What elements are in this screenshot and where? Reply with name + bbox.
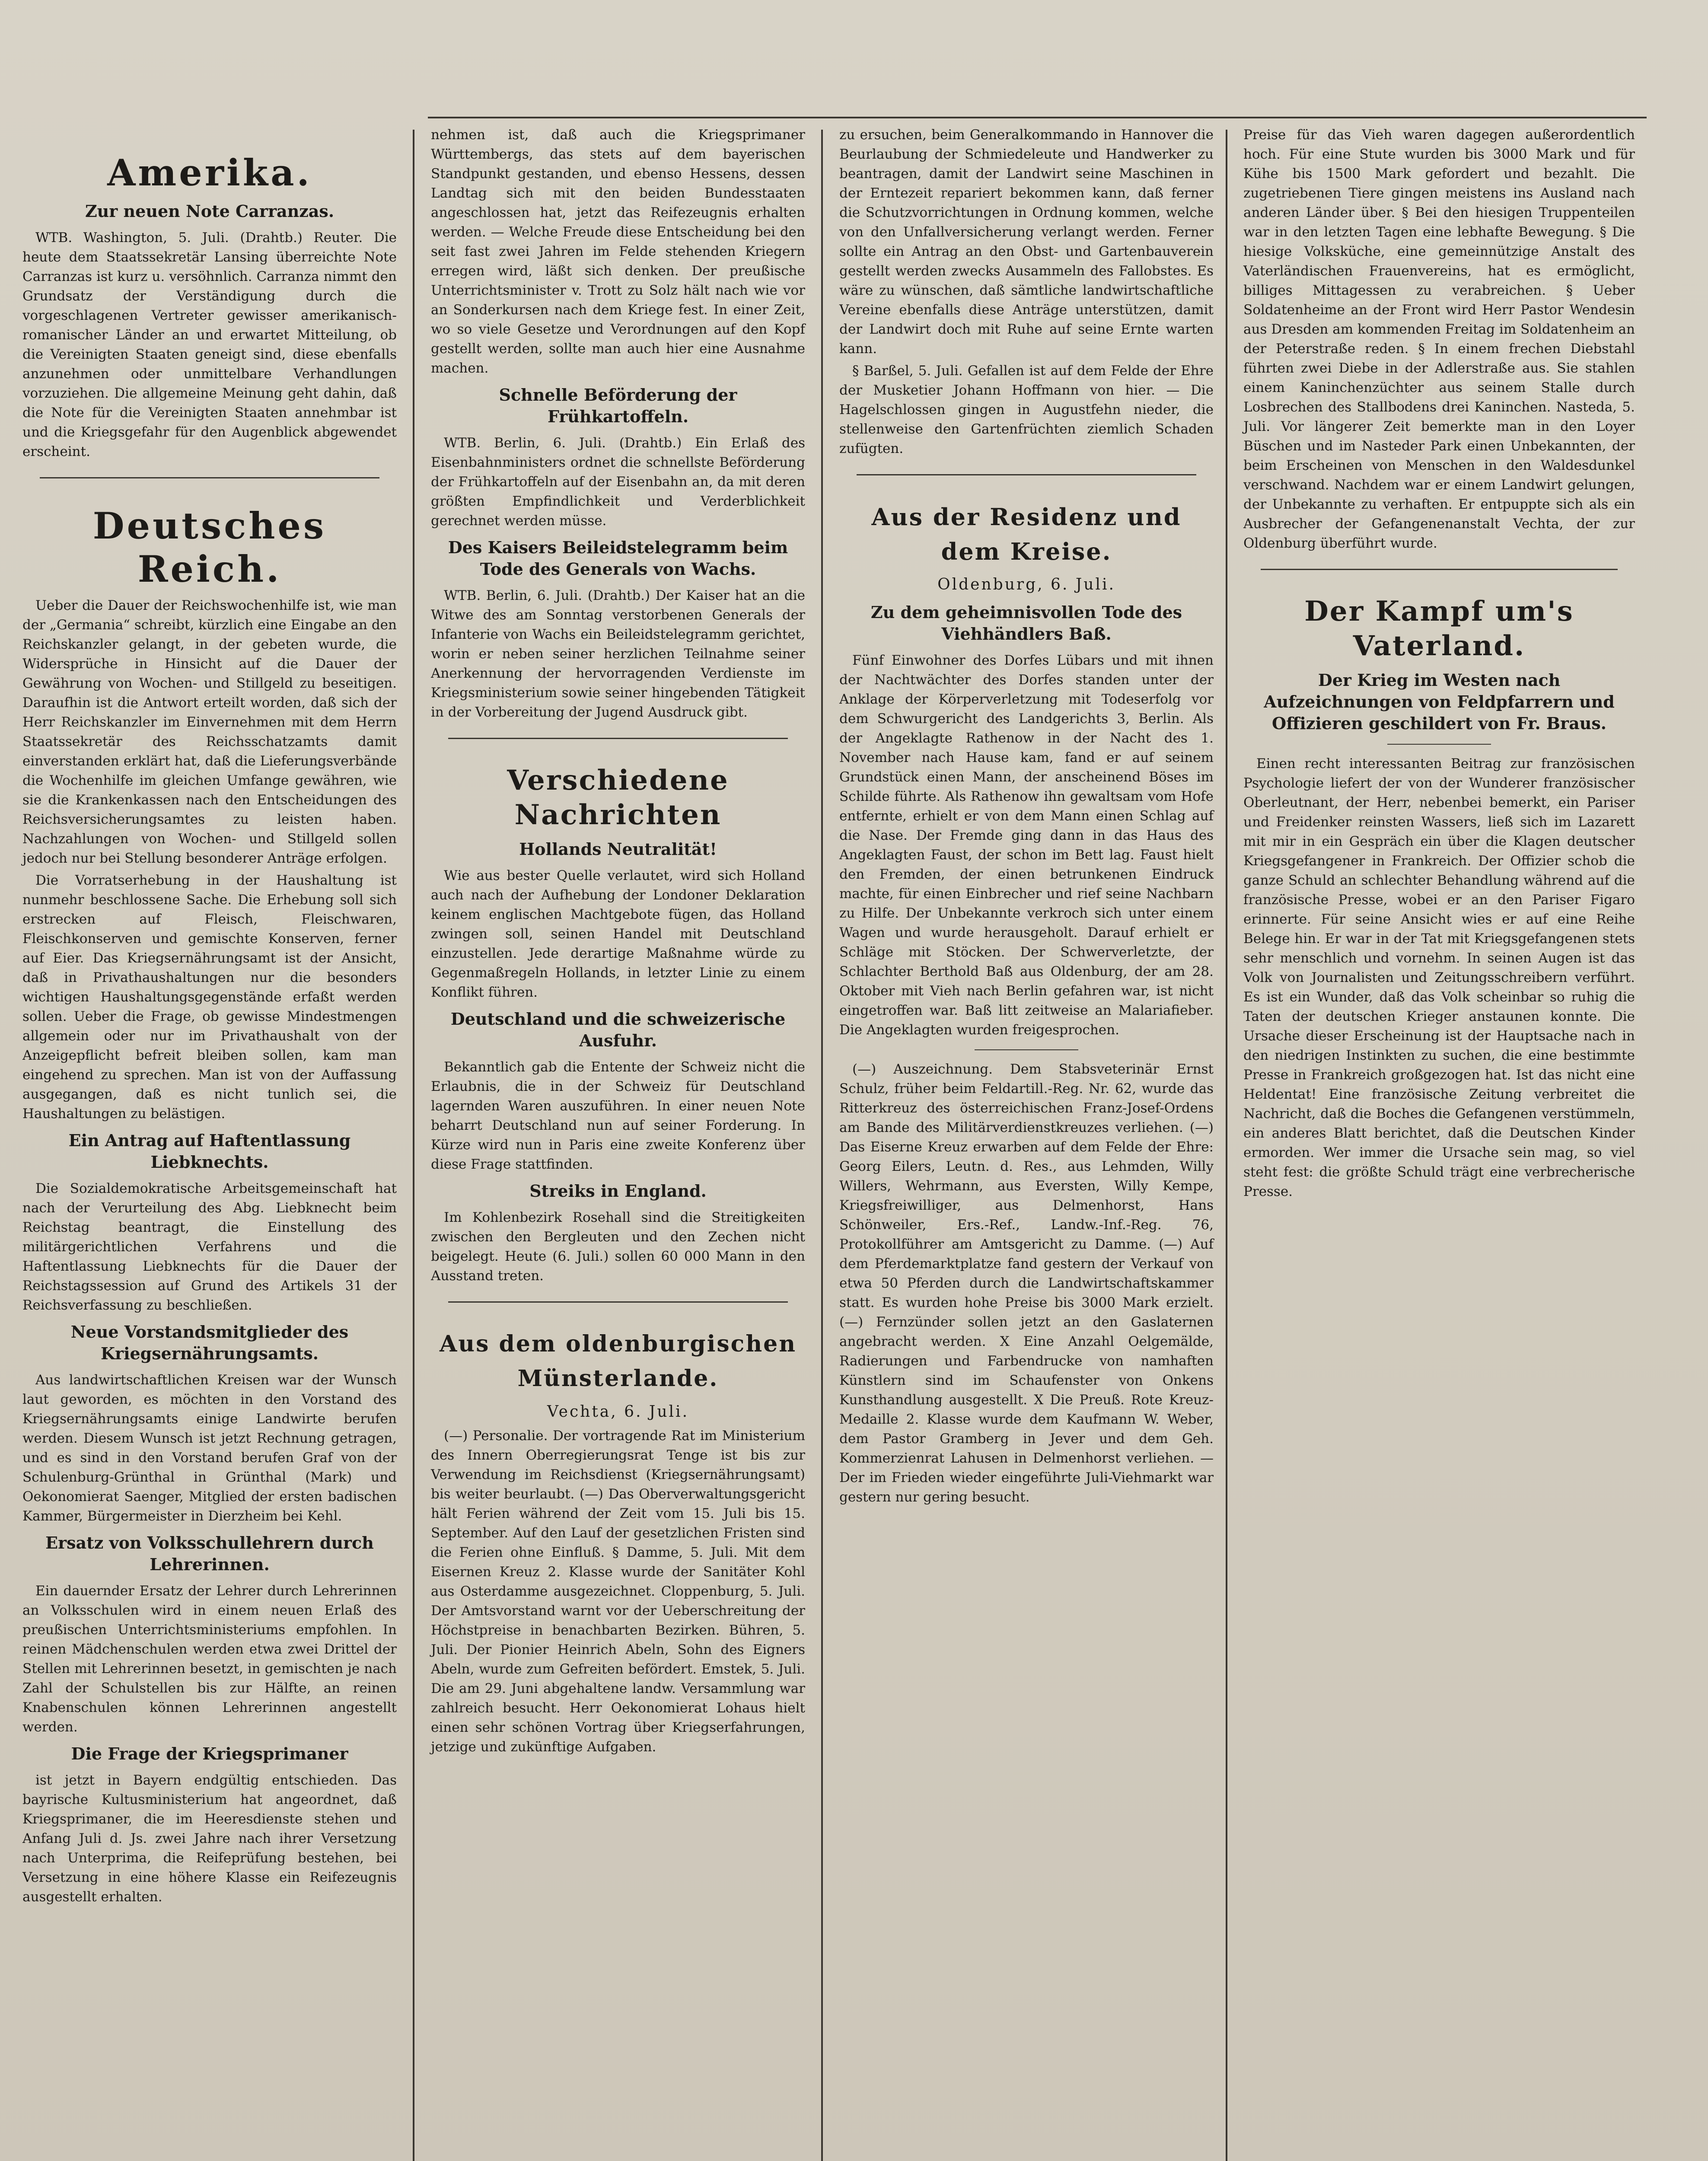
section-divider xyxy=(975,1049,1078,1050)
header-rule xyxy=(428,117,1647,118)
article-text: Bekanntlich gab die Entente der Schweiz nicht die Erlaubnis, die in der Schweiz für Deutschland lagernden Waren auszuführen. In einer neuen Note beharrt Deutschland nun auf seiner Forderung. In Kürze wird nun in Paris eine zweite Konferenz über diese Frage stattfinden. xyxy=(431,1059,805,1172)
dateline: Oldenburg, 6. Juli. xyxy=(937,576,1115,593)
subheadline: Streiks in England. xyxy=(529,1181,707,1201)
subheadline: Zur neuen Note Carranzas. xyxy=(85,201,335,221)
article-text: § Barßel, 5. Juli. Gefallen ist auf dem Felde der Ehre der Musketier Johann Hoffmann von hier. — Die Hagelschlossen gingen in Augustfehn nieder, die stellenweise den Gartenfrüchten ziemlich Schaden zufügten. xyxy=(839,363,1214,456)
article-text: Fünf Einwohner des Dorfes Lübars und mit ihnen der Nachtwächter des Dorfes standen unter der Anklage der Körperverletzung mit Todeserfolg vor dem Schwurgericht des Landgerichts 3, Berlin. Als der Angeklagte Rathenow in der Nacht des 1. November nach Hause kam, fand er auf seinem Grundstück einen Mann, der anscheinend Böses im Schilde führte. Als Rathenow ihn gewaltsam vom Hofe entfernte, erhielt er von dem Mann einen Schlag auf die Nase. Der Fremde ging dann in das Haus des Angeklagten Faust, der schon im Bett lag. Faust hielt den Fremden, der einen betrunkenen Eindruck machte, für einen Einbrecher und rief seine Nachbarn zu Hilfe. Der Unbekannte verkroch sich unter einem Wagen und wurde herausgeholt. Darauf erhielt er Schläge mit Stöcken. Der Schwerverletzte, der Schlachter Berthold Baß aus Oldenburg, der am 28. Oktober mit Vieh nach Berlin gefahren war, ist nicht eingetroffen war. Baß litt zeitweise an Malariafieber. Die Angeklagten wurden freigesprochen. xyxy=(839,653,1214,1038)
article-text: WTB. Berlin, 6. Juli. (Drahtb.) Ein Erlaß des Eisenbahnministers ordnet die schnellste Beförderung der Frühkartoffeln auf der Eisenbahn an, da mit deren größten Empfindlichkeit und Verderblichkeit gerechnet werden müsse. xyxy=(431,435,805,529)
column-1 xyxy=(13,125,406,2161)
section-divider xyxy=(448,738,788,739)
article-text: Ein dauernder Ersatz der Lehrer durch Lehrerinnen an Volksschulen wird in einem neuen Erlaß des preußischen Unterrichtsministeriums empfohlen. In reinen Mädchenschulen werden etwa zwei Drittel der Stellen mit Lehrerinnen besetzt, in gemischten je nach Zahl der Schulstellen bis zur Hälfte, an reinen Knabenschulen können Lehrerinnen angestellt werden. xyxy=(22,1583,397,1735)
article-text: (—) Personalie. Der vortragende Rat im Ministerium des Innern Oberregierungsrat Tenge ist bis zur Verwendung im Reichsdienst (Kriegsernährungsamt) bis weiter beurlaubt. (—) Das Oberverwaltungsgericht hält Ferien während der Zeit vom 15. Juli bis 15. September. Auf den Lauf der gesetzlichen Fristen sind die Ferien ohne Einfluß. § Damme, 5. Juli. Mit dem Eisernen Kreuz 2. Klasse wurde der Sanitäter Kohl aus Osterdamme ausgezeichnet. Cloppenburg, 5. Juli. Der Amtsvorstand warnt vor der Ueberschreitung der Höchstpreise in benachbarten Bezirken. Bühren, 5. Juli. Der Pionier Heinrich Abeln, Sohn des Eigners Abeln, wurde zum Gefreiten befördert. Emstek, 5. Juli. Die am 29. Juni abgehaltene landw. Versammlung war zahlreich besucht. Herr Oekonomierat Lohaus hielt einen sehr schönen Vortrag über Kriegserfahrungen, jetzige und zukünftige Aufgaben. xyxy=(431,1428,805,1755)
article-text: Die Vorratserhebung in der Haushaltung ist nunmehr beschlossene Sache. Die Erhebung soll sich erstrecken auf Fleisch, Fleischwaren, Fleischkonserven und gemischte Konserven, ferner auf Eier. Das Kriegsernährungsamt ist der Ansicht, daß in Privathaushaltungen nur die besonders wichtigen Haushaltungsgegenstände erfaßt werden sollen. Ueber die Frage, ob gewisse Mindestmengen allgemein oder nur im Privathaushalt von der Anzeigepflicht befreit bleiben sollen, kam man eingehend zu sprechen. Man ist von der Auffassung ausgegangen, daß es nicht tunlich sei, die Haushaltungen zu belästigen. xyxy=(22,873,397,1122)
article-text: Im Kohlenbezirk Rosehall sind die Streitigkeiten zwischen den Bergleuten und den Zechen nicht beigelegt. Heute (6. Juli.) sollen 60 000 Mann in den Ausstand treten. xyxy=(431,1210,805,1284)
column-rule xyxy=(413,130,414,2161)
column-rule xyxy=(1226,130,1227,2161)
subheadline: Die Frage der Kriegsprimaner xyxy=(71,1744,348,1763)
subheadline: Deutschland und die schweizerische Ausfuhr. xyxy=(450,1009,786,1050)
section-divider xyxy=(448,1301,788,1303)
dateline: Vechta, 6. Juli. xyxy=(547,1403,689,1421)
article-text: Die Sozialdemokratische Arbeitsgemeinschaft hat nach der Verurteilung des Abg. Liebknecht beim Reichstag beantragt, die Einstellung des militärgerichtlichen Verfahrens und die Haftentlassung Liebknechts für die Dauer der Reichstagssession auf Grund des Artikels 31 der Reichsverfassung zu beschließen. xyxy=(22,1181,397,1313)
article-text: nehmen ist, daß auch die Kriegsprimaner Württembergs, das stets auf dem bayerischen Standpunkt gestanden, und ebenso Hessens, dessen Landtag sich mit den beiden Bundesstaaten angeschlossen hat, jetzt das Reifezeugnis erhalten werden. — Welche Freude diese Entscheidung bei den seit fast zwei Jahren im Felde stehenden Kriegern erregen wird, läßt sich denken. Der preußische Unterrichtsminister v. Trott zu Solz hält nach wie vor an Sonderkursen nach dem Kriege fest. In einer Zeit, wo so viele Gesetze und Verordnungen auf den Kopf gestellt werden, sollte man auch hier eine Ausnahme machen. xyxy=(431,127,805,376)
article-text: zu ersuchen, beim Generalkommando in Hannover die Beurlaubung der Schmiedeleute und Handwerker zu beantragen, damit der Landwirt seine Maschinen in der Erntezeit repariert bekommen kann, daß ferner die Schutzvorrichtungen in Ordnung kommen, welche von den Unfallversicherung verlangt werden. Ferner sollte ein Antrag an den Obst- und Gartenbauverein gestellt werden zwecks Ausammeln des Fallobstes. Es wäre zu wünschen, daß sämtliche landwirtschaftliche Vereine ebenfalls diese Anträge unterstützen, damit der Landwirt doch mit Ruhe auf seine Ernte warten kann. xyxy=(839,127,1214,357)
subheadline: Zu dem geheimnisvollen Tode des Viehhändlers Baß. xyxy=(870,602,1182,644)
section-divider xyxy=(1387,744,1491,745)
headline-verschiedene-nachrichten: Verschiedene Nachrichten xyxy=(507,764,729,831)
section-divider xyxy=(40,477,379,478)
section-divider xyxy=(857,474,1196,475)
subheadline: Neue Vorstandsmitglieder des Kriegsernährungsamts. xyxy=(70,1322,349,1363)
article-text: Aus landwirtschaftlichen Kreisen war der Wunsch laut geworden, es möchten in den Vorstand des Kriegsernährungsamts einige Landwirte berufen werden. Diesem Wunsch ist jetzt Rechnung getragen, und es sind in den Vorstand berufen Graf von der Schulenburg-Grünthal in Grünthal (Mark) und Oekonomierat Saenger, Mitglied der ersten badischen Kammer, Bürgermeister in Dierzheim bei Kehl. xyxy=(22,1372,397,1524)
subheadline: Schnelle Beförderung der Frühkartoffeln. xyxy=(499,385,737,426)
headline-residenz: Aus der Residenz und dem Kreise. xyxy=(871,503,1182,565)
column-2 xyxy=(421,125,815,2161)
article-text: ist jetzt in Bayern endgültig entschieden. Das bayrische Kultusministerium hat angeordnet, daß Kriegsprimaner, die im Heeresdienste stehen und Anfang Juli d. Js. zwei Jahre nach ihrer Versetzung nach Unterprima, die Reifeprüfung bestehen, bei Versetzung in eine höhere Klasse ein Reifezeugnis ausgestellt erhalten. xyxy=(22,1772,397,1905)
article-text: Ueber die Dauer der Reichswochenhilfe ist, wie man der „Germania“ schreibt, kürzlich eine Eingabe an den Reichskanzler gelangt, in der gebeten wurde, die Widersprüche in Hinsicht auf die Dauer der Gewährung von Wochen- und Stillgeld zu beseitigen. Daraufhin ist die Antwort erteilt worden, daß sich der Herr Reichskanzler im Einvernehmen mit dem Herrn Staatssekretär des Reichsschatzamts damit einverstanden erklärt hat, daß die Lieferungsverbände die Wochenhilfe im gleichen Umfange gewähren, wie sie die Krankenkassen nach den Entscheidungen des Reichsversicherungsamtes zu leisten haben. Nachzahlungen von Wochen- und Stillgeld sollen jedoch nur bei Stellung besonderer Anträge erfolgen. xyxy=(22,598,397,866)
column-rule xyxy=(821,130,823,2161)
headline-deutsches-reich: Deutsches Reich. xyxy=(92,504,327,590)
article-text: Wie aus bester Quelle verlautet, wird sich Holland auch nach der Aufhebung der Londoner Deklaration keinem englischen Machtgebote fügen, das Holland zwingen soll, seinen Handel mit Deutschland einzustellen. Jede derartige Maßnahme würde zu Gegenmaßregeln Hollands, in letzter Linie zu einem Konflikt führen. xyxy=(431,868,805,1000)
subheadline: Des Kaisers Beileidstelegramm beim Tode des Generals von Wachs. xyxy=(448,538,788,579)
subheadline: Hollands Neutralität! xyxy=(519,839,717,859)
article-text: Preise für das Vieh waren dagegen außerordentlich hoch. Für eine Stute wurden bis 3000 Mark und für Kühe bis 1500 Mark gefordert und bezahlt. Die zugetriebenen Tiere gingen meistens ins Ausland nach anderen Länder über. § Bei den hiesigen Truppenteilen war in den letzten Tagen eine lebhafte Bewegung. § Die hiesige Volksküche, eine gemeinnützige Anstalt des Vaterländischen Frauenvereins, hat es ermöglicht, billiges Mittagessen zu verabreichen. § Ueber Soldatenheime an der Front wird Herr Pastor Wendesin aus Dresden am kommenden Freitag im Soldatenheim an der Peterstraße reden. § In einem frechen Diebstahl führten zwei Diebe in der Adlerstraße aus. Sie stahlen einem Kaninchenzüchter aus seinem Stalle durch Losbrechen des Stallbodens drei Kaninchen. Nasteda, 5. Juli. Vor längerer Zeit bemerkte man in den Loyer Büschen und im Nasteder Park einen Unbekannten, der beim Erscheinen von Menschen in den Waldesdunkel verschwand. Nachdem war er einem Landwirt gelungen, der Unbekannte zu verhaften. Er entpuppte sich als ein Ausbrecher der Gefangenenanstalt Vechta, der zur Oldenburg überführt wurde. xyxy=(1243,127,1635,551)
column-3 xyxy=(830,125,1223,2161)
subheadline: Ein Antrag auf Haftentlassung Liebknechts. xyxy=(68,1131,351,1172)
section-divider xyxy=(1261,569,1618,570)
article-text: WTB. Washington, 5. Juli. (Drahtb.) Reuter. Die heute dem Staatssekretär Lansing überreichte Note Carranzas ist kurz u. versöhnlich. Carranza nimmt den Grundsatz der Verständigung durch die vorgeschlagenen Vertreter gewisser amerikanisch-romanischer Länder an und erwartet Mitteilung, ob die Vereinigten Staaten geneigt sind, diese ebenfalls anzunehmen oder unmittelbare Verhandlungen vorzuziehen. Die allgemeine Meinung geht dahin, daß die Note für die Vereinigten Staaten annehmbar ist und die Kriegsgefahr für den Augenblick abgewendet erscheint. xyxy=(22,230,397,459)
subheadline: Ersatz von Volksschullehrern durch Lehrerinnen. xyxy=(45,1533,374,1574)
article-text: (—) Auszeichnung. Dem Stabsveterinär Ernst Schulz, früher beim Feldartill.-Reg. Nr. 62, wurde das Ritterkreuz des österreichischen Franz-Josef-Ordens am Bande des Militärverdienstkreuzes verliehen. (—) Das Eiserne Kreuz erwarben auf dem Felde der Ehre: Georg Eilers, Leutn. d. Res., aus Lehmden, Willy Willers, Wehrmann, aus Eversten, Willy Kempe, Kriegsfreiwilliger, aus Delmenhorst, Hans Schönweiler, Ers.-Ref., Landw.-Inf.-Reg. 76, Protokollführer am Amtsgericht zu Damme. (—) Auf dem Pferdemarktplatze fand gestern der Verkauf von etwa 50 Pferden durch die Landwirtschaftskammer statt. Es wurden hohe Preise bis 3000 Mark erzielt. (—) Fernzünder sollen jetzt an den Gaslaternen angebracht werden. X Eine Anzahl Oelgemälde, Radierungen und Farbendrucke von namhaften Künstlern sind im Schaufenster von Onkens Kunsthandlung ausgestellt. X Die Preuß. Rote Kreuz-Medaille 2. Klasse wurde dem Kaufmann W. Weber, dem Pastor Gramberg in Jever und dem Geh. Kommerzienrat Lahusen in Delmenhorst verliehen. — Der im Frieden wieder eingeführte Juli-Viehmarkt war gestern nur gering besucht. xyxy=(839,1061,1214,1505)
article-text: WTB. Berlin, 6. Juli. (Drahtb.) Der Kaiser hat an die Witwe des am Sonntag verstorbenen Generals der Infanterie von Wachs ein Beileidstelegramm gerichtet, worin er neben seiner herzlichen Teilnahme seiner Anerkennung der hervorragenden Verdienste im Kriegsministerium sowie seiner hingebenden Tätigkeit in der Vorbereitung der Jugend Ausdruck gibt. xyxy=(431,588,805,720)
subheadline: Der Krieg im Westen nach Aufzeichnungen von Feldpfarrern und Offizieren geschildert von Fr. Braus. xyxy=(1264,670,1615,733)
headline-kampf-vaterland: Der Kampf um's Vaterland. xyxy=(1304,595,1574,662)
headline-amerika: Amerika. xyxy=(107,151,312,194)
headline-muensterlande: Aus dem oldenburgischen Münsterlande. xyxy=(439,1331,797,1392)
article-text: Einen recht interessanten Beitrag zur französischen Psychologie liefert der von der Wunderer französischer Oberleutnant, der Herr, nebenbei bemerkt, ein Pariser und Freidenker reinsten Wassers, ließ sich im Lazarett mit mir in ein Gespräch ein über die Klagen deutscher Kriegsgefangener in Frankreich. Der Offizier schob die ganze Schuld an schlechter Behandlung während auf die französische Presse, wobei er an den Pariser Figaro erinnerte. Für seine Ansicht wies er auf eine Reihe Belege hin. Er war in der Tat mit Kriegsgefangenen stets sehr menschlich und vornehm. In seinen Augen ist das Volk von Journalisten und Zeitungsschreibern verführt. Es ist ein Wunder, daß das Volk scheinbar so ruhig die Taten der deutschen Krieger anstaunen konnte. Die Ursache dieser Erscheinung ist der Hauptsache nach in den niedrigen Instinkten zu suchen, die eine bestimmte Presse in Frankreich großgezogen hat. Ist das nicht eine Heldentat! Eine französische Zeitung verbreitet die Nachricht, daß die Boches die Gefangenen verstümmeln, ein anderes Blatt berichtet, daß die Deutschen Kinder ermorden. Wer immer die Ursache sein mag, so viel steht fest: die größte Schuld trägt eine verbrecherische Presse. xyxy=(1243,756,1635,1199)
column-4 xyxy=(1234,125,1644,2161)
